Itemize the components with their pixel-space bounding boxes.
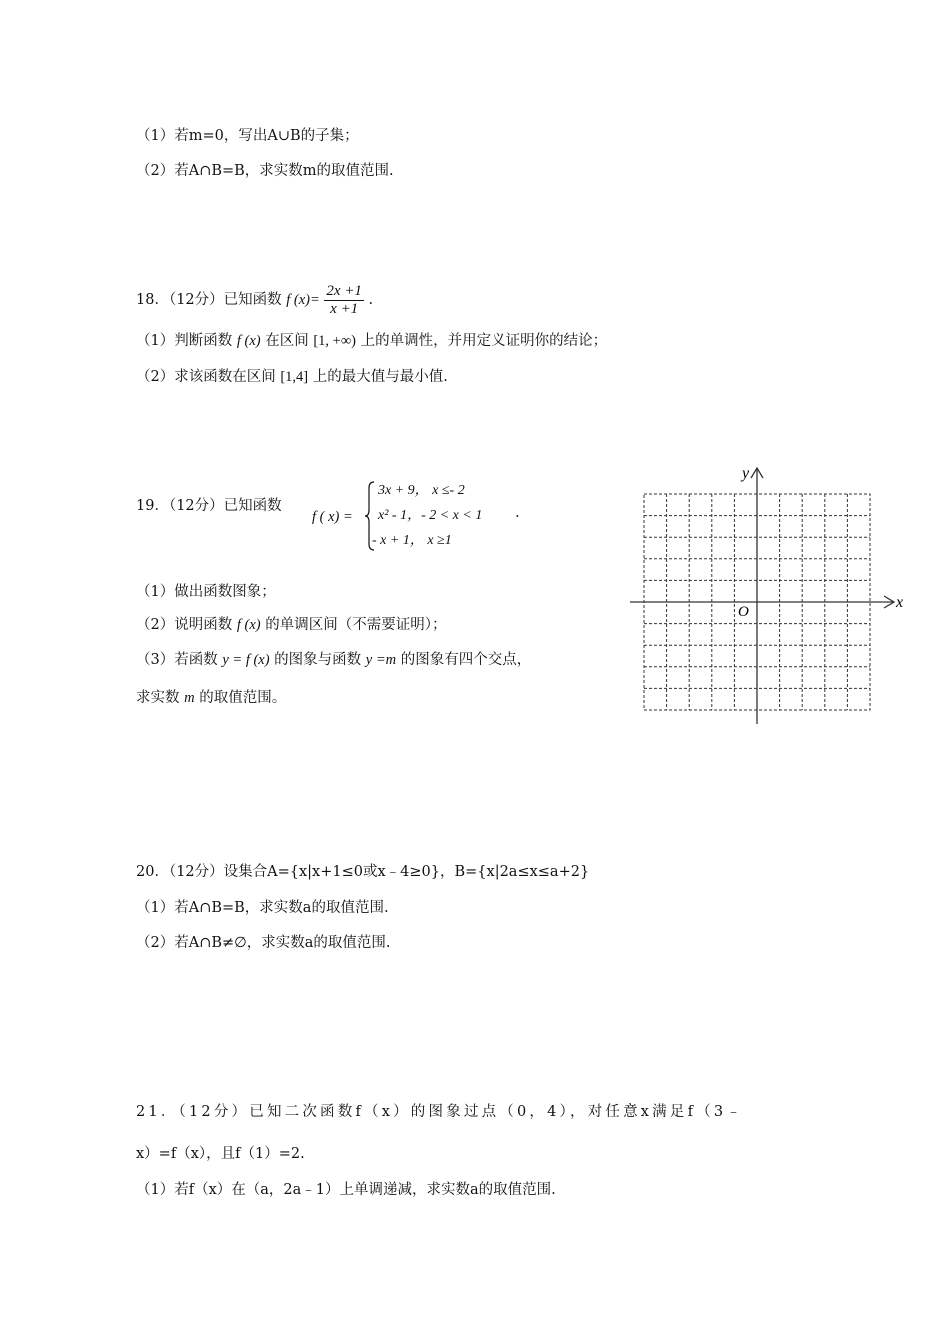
- q18-fraction: [324, 283, 364, 318]
- q18-part2-text-b: 上的最大值与最小值.: [312, 369, 448, 385]
- y-axis-label: y: [742, 465, 750, 482]
- q18-part1-text-a: （1）判断函数: [136, 333, 233, 349]
- q19-period: .: [515, 505, 520, 521]
- q20-stem: 20．（12分）设集合A={x|x+1≤0或x﹣4≥0}，B={x|2a≤x≤a+2}: [136, 864, 590, 880]
- q18-part1: [136, 331, 607, 351]
- q19-part3-text-c: 的图象有四个交点，: [400, 652, 532, 668]
- q18-stem-prefix: 18．（12分）已知函数: [136, 292, 282, 308]
- q17-part1: （1）若m=0，写出A∪B的子集；: [136, 128, 359, 144]
- q18-part1-text-c: 上的单调性，并用定义证明你的结论；: [360, 333, 608, 349]
- q19-part1: （1）做出函数图象；: [136, 584, 276, 600]
- q19-part3-eq: y = f (x): [222, 652, 270, 668]
- q19-part2-text-b: 的单调区间（不需要证明）；: [265, 617, 447, 633]
- q18-part1-text-b: 在区间: [265, 333, 309, 349]
- q19-part3-text-d: 求实数: [136, 690, 180, 706]
- q19-part2: [136, 615, 446, 635]
- q19-part3-text-b: 的图象与函数: [274, 652, 362, 668]
- q19-case2: x² - 1，- 2 < x < 1: [378, 508, 483, 523]
- q18-denominator: x +1: [330, 300, 359, 317]
- q18-part1-interval: [1, +∞): [313, 333, 356, 349]
- q18-part2: [136, 367, 448, 387]
- q19-coordinate-grid: [626, 462, 910, 730]
- q19-part3-m: m: [184, 690, 195, 706]
- q18-func-lhs: f (x)=: [286, 292, 320, 308]
- q17-part2: （2）若A∩B=B，求实数m的取值范围.: [136, 163, 394, 179]
- q19-case1: 3x + 9， x ≤- 2: [378, 483, 465, 498]
- q20-part2: （2）若A∩B≠∅，求实数a的取值范围.: [136, 935, 391, 951]
- q18-part1-func: f (x): [236, 333, 261, 349]
- q21-part1: （1）若f（x）在（a，2a﹣1）上单调递减，求实数a的取值范围.: [136, 1182, 556, 1198]
- q18-part2-text-a: （2）求该函数在区间: [136, 369, 276, 385]
- q19-stem: 19．（12分）已知函数: [136, 498, 282, 514]
- q21-stem-line2: x）=f（x），且f（1）=2.: [136, 1146, 305, 1162]
- q19-part3-eq2: y =m: [365, 652, 397, 668]
- origin-label: O: [738, 604, 749, 620]
- q18-stem: [136, 280, 373, 320]
- q20-part1: （1）若A∩B=B，求实数a的取值范围.: [136, 900, 389, 916]
- q19-part3-text-e: 的取值范围。: [199, 690, 287, 706]
- q21-stem-line1: 21．（12分）已知二次函数f（x）的图象过点（0，4），对任意x满足f（3﹣: [136, 1104, 744, 1120]
- x-axis-label: x: [896, 594, 904, 611]
- q19-part3-text-a: （3）若函数: [136, 652, 218, 668]
- q19-case3: - x + 1， x ≥1: [372, 533, 452, 548]
- q19-part2-func: f (x): [236, 617, 261, 633]
- q18-part2-interval: [1,4]: [280, 369, 309, 385]
- q19-part3-cont: [136, 688, 286, 708]
- q18-stem-suffix: .: [368, 292, 374, 308]
- q19-func-lhs: f ( x) =: [312, 509, 353, 525]
- q19-part3: [136, 650, 531, 670]
- q18-numerator: 2x +1: [326, 282, 362, 299]
- q19-part2-text-a: （2）说明函数: [136, 617, 233, 633]
